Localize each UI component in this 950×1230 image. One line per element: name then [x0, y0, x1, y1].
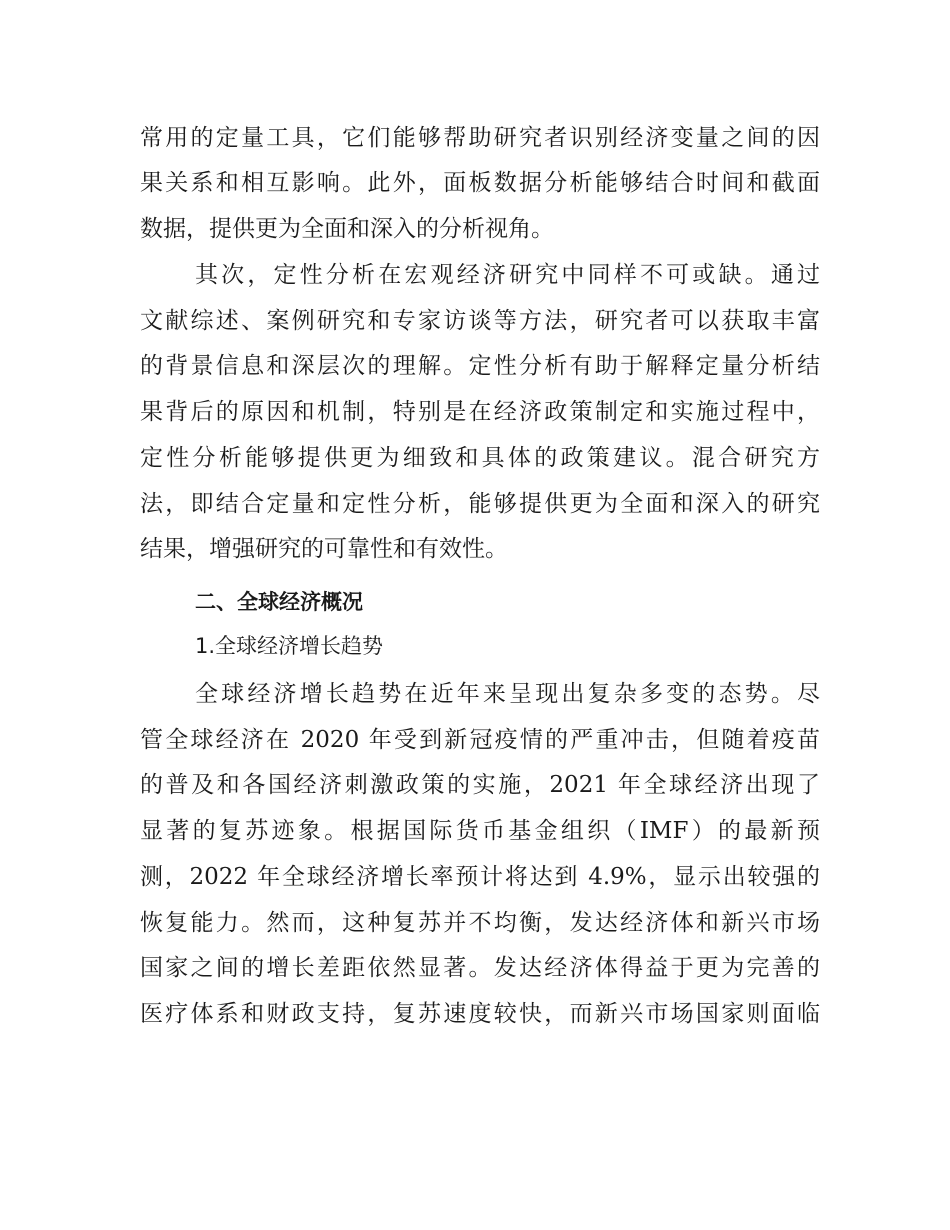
section-heading: 二、全球经济概况 — [195, 590, 363, 614]
paragraph-3-line-3: 的普及和各国经济刺激政策的实施，2021 年全球经济出现了 — [140, 772, 820, 798]
paragraph-3-line-8: 医疗体系和财政支持，复苏速度较快，而新兴市场国家则面临 — [140, 1001, 820, 1027]
paragraph-2-line-1: 其次，定性分析在宏观经济研究中同样不可或缺。通过 — [195, 262, 820, 288]
paragraph-2-line-4: 果背后的原因和机制，特别是在经济政策制定和实施过程中， — [140, 399, 820, 425]
paragraph-2-line-7: 结果，增强研究的可靠性和有效性。 — [140, 536, 508, 562]
paragraph-3-line-7: 国家之间的增长差距依然显著。发达经济体得益于更为完善的 — [140, 955, 820, 981]
paragraph-3-line-2: 管全球经济在 2020 年受到新冠疫情的严重冲击，但随着疫苗 — [140, 727, 820, 753]
paragraph-2-line-6: 法，即结合定量和定性分析，能够提供更为全面和深入的研究 — [140, 491, 820, 517]
paragraph-3-line-6: 恢复能力。然而，这种复苏并不均衡，发达经济体和新兴市场 — [140, 910, 820, 936]
paragraph-1-line-1: 常用的定量工具，它们能够帮助研究者识别经济变量之间的因 — [140, 125, 820, 151]
paragraph-2-line-2: 文献综述、案例研究和专家访谈等方法，研究者可以获取丰富 — [140, 308, 820, 334]
paragraph-1-line-3: 数据，提供更为全面和深入的分析视角。 — [140, 216, 554, 242]
paragraph-3-line-4: 显著的复苏迹象。根据国际货币基金组织（IMF）的最新预 — [140, 818, 820, 844]
paragraph-2-line-5: 定性分析能够提供更为细致和具体的政策建议。混合研究方 — [140, 445, 820, 471]
subsection-heading: 1.全球经济增长趋势 — [195, 634, 384, 658]
paragraph-1-line-2: 果关系和相互影响。此外，面板数据分析能够结合时间和截面 — [140, 170, 820, 196]
paragraph-3-line-5: 测，2022 年全球经济增长率预计将达到 4.9%，显示出较强的 — [140, 864, 820, 890]
paragraph-3-line-1: 全球经济增长趋势在近年来呈现出复杂多变的态势。尽 — [195, 681, 820, 707]
paragraph-2-line-3: 的背景信息和深层次的理解。定性分析有助于解释定量分析结 — [140, 353, 820, 379]
